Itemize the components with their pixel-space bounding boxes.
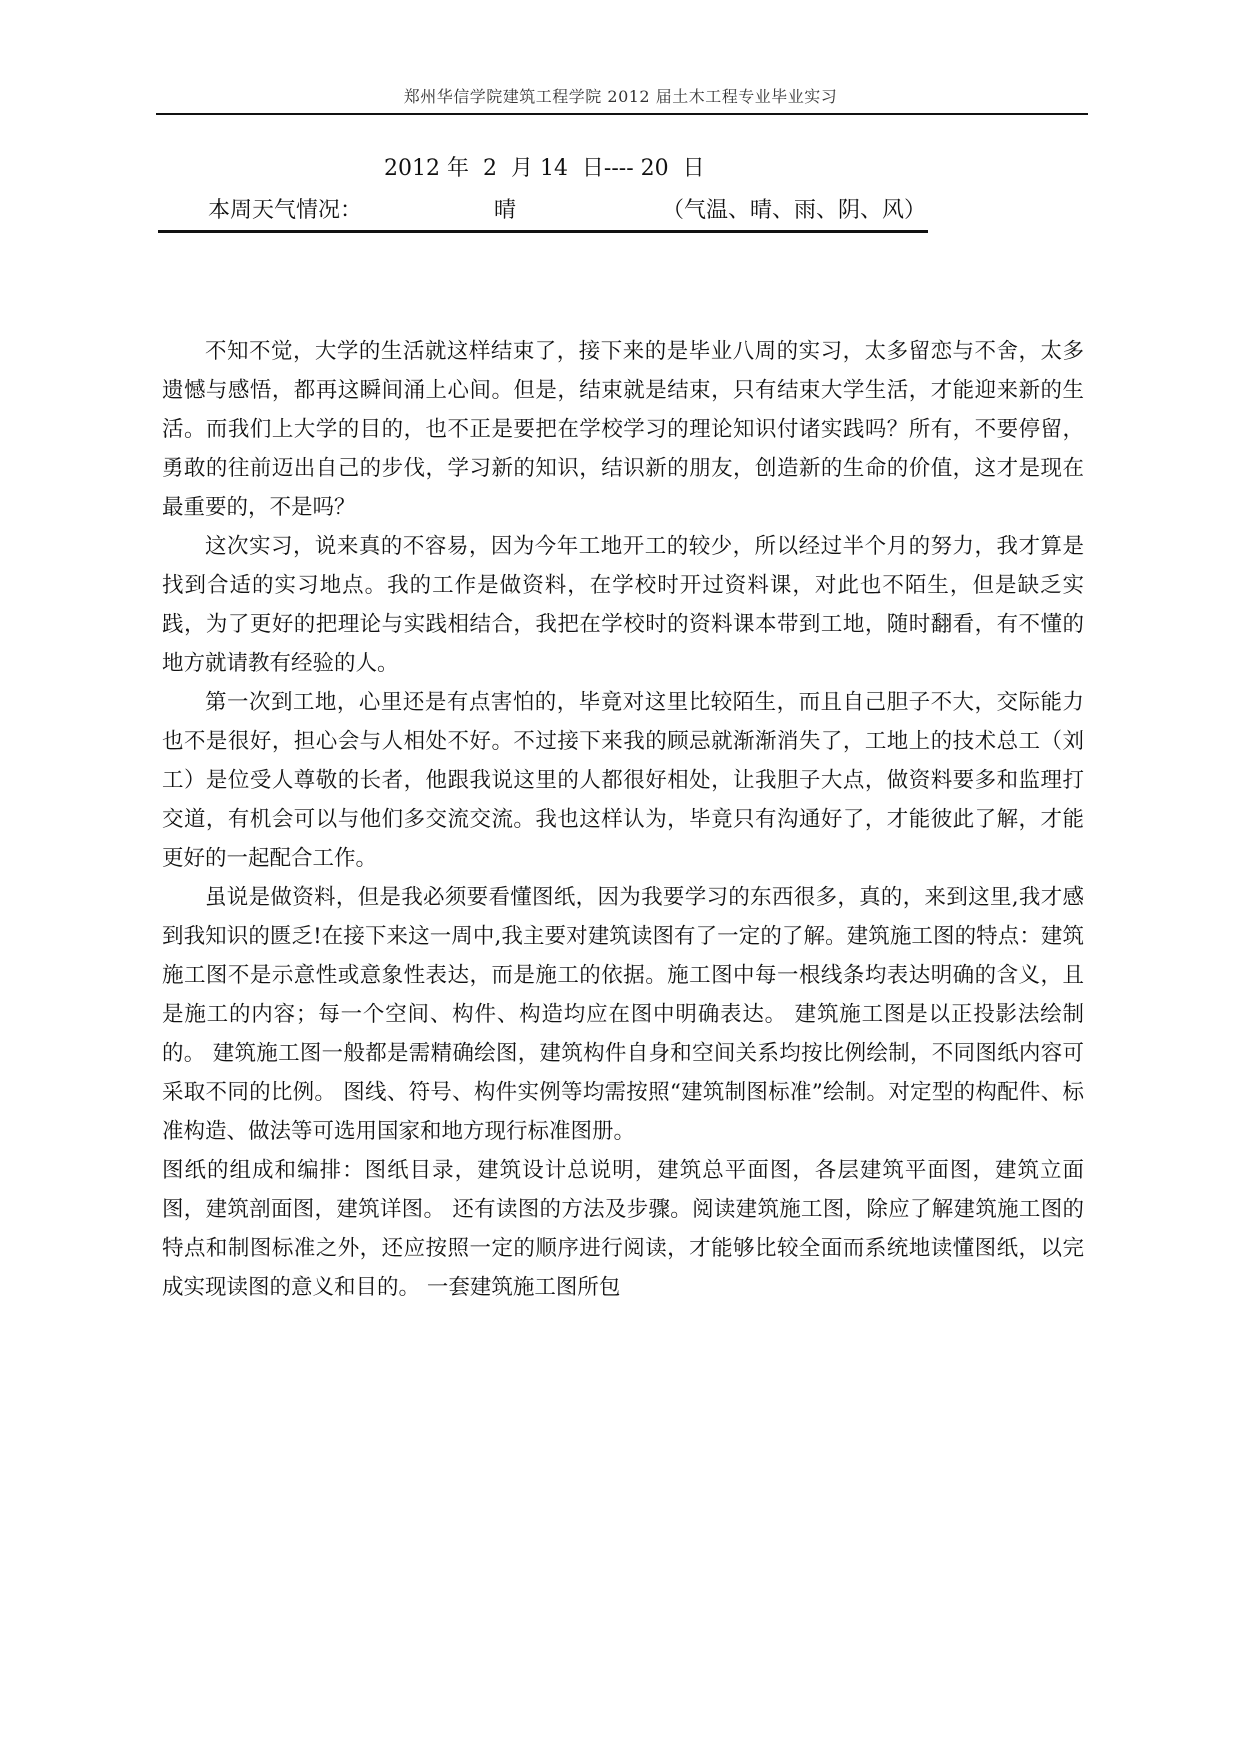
paragraph: 第一次到工地，心里还是有点害怕的，毕竟对这里比较陌生，而且自己胆子不大，交际能力也不是很好，担心会与人相处不好。不过接下来我的顾忌就渐渐消失了，工地上的技术总工（刘工）是位受人尊敬的长者，他跟我说这里的人都很好相处，让我胆子大点，做资料要多和监理打交道，有机会可以与他们多交流交流。我也这样认为，毕竟只有沟通好了，才能彼此了解，才能更好的一起配合工作。 [162,690,1084,871]
paragraph: 虽说是做资料，但是我必须要看懂图纸，因为我要学习的东西很多，真的，来到这里,我才感到我知识的匮乏!在接下来这一周中,我主要对建筑读图有了一定的了解。建筑施工图的特点：建筑施工图不是示意性或意象性表达，而是施工的依据。施工图中每一根线条均表达明确的含义，且是施工的内容；每一个空间、构件、构造均应在图中明确表达。 建筑施工图是以正投影法绘制的。 建筑施工图一般都是需精确绘图，建筑构件自身和空间关系均按比例绘制，不同图纸内容可采取不同的比例。 图线、符号、构件实例等均需按照“建筑制图标准”绘制。对定型的构配件、标准构造、做法等可选用国家和地方现行标准图册。 [162,885,1084,1144]
paragraph: 图纸的组成和编排：图纸目录，建筑设计总说明，建筑总平面图，各层建筑平面图，建筑立面图，建筑剖面图，建筑详图。 还有读图的方法及步骤。阅读建筑施工图，除应了解建筑施工图的特点和制图标准之外，还应按照一定的顺序进行阅读，才能够比较全面而系统地读懂图纸，以完成实现读图的意义和目的。 一套建筑施工图所包 [162,1158,1084,1300]
weather-line [0,193,1241,223]
weather-divider [158,230,928,233]
weather-note: （气温、晴、雨、阴、风） [662,198,927,223]
paragraph: 不知不觉，大学的生活就这样结束了，接下来的是毕业八周的实习，太多留恋与不舍，太多遗憾与感悟，都再这瞬间涌上心间。但是，结束就是结束，只有结束大学生活，才能迎来新的生活。而我们上大学的目的，也不正是要把在学校学习的理论知识付诸实践吗？所有，不要停留，勇敢的往前迈出自己的步伐，学习新的知识，结识新的朋友，创造新的生命的价值，这才是现在最重要的，不是吗？ [162,339,1084,520]
weather-label: 本周天气情况： [208,198,363,223]
header-divider [156,113,1088,115]
weather-value: 晴 [494,198,517,223]
page-header: 郑州华信学院建筑工程学院 2012 届土木工程专业毕业实习 [403,87,838,106]
date-range: 2012 年 2 月 14 日---- 20 日 [384,156,705,181]
body-text [162,332,1084,1307]
paragraph: 这次实习，说来真的不容易，因为今年工地开工的较少，所以经过半个月的努力，我才算是找到合适的实习地点。我的工作是做资料，在学校时开过资料课，对此也不陌生，但是缺乏实践，为了更好的把理论与实践相结合，我把在学校时的资料课本带到工地，随时翻看，有不懂的地方就请教有经验的人。 [162,534,1084,676]
